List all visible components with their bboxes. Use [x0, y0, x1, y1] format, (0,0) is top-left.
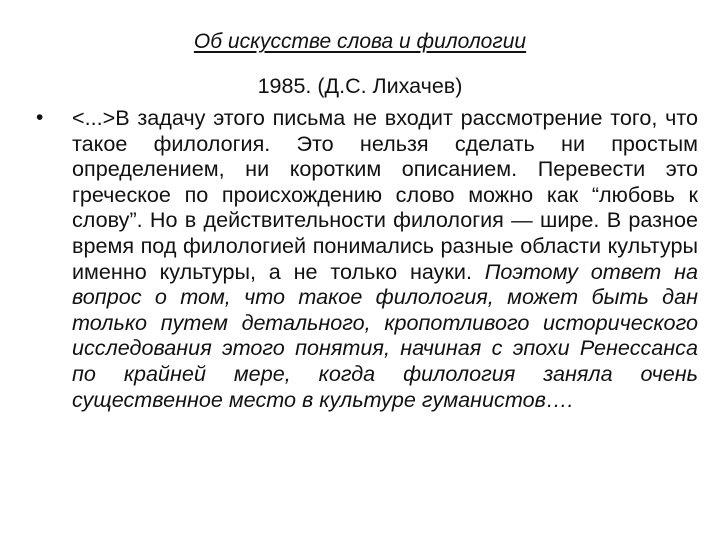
- bullet-text: [72, 105, 698, 412]
- slide-subtitle: 1985. (Д.С. Лихачев): [257, 74, 463, 98]
- bullet-marker: •: [36, 106, 44, 129]
- bullet-text-regular: <...>В задачу этого письма не входит рассмотрение того, что такое филология. Это нельзя сделать ни простым определением, ни коротким описанием. Перевести это греческое по происхождению слово можно как “любовь к слову”. Но в действительности филология — шире. В разное время под филологией понимались разные области культуры именно культуры, а не только науки.: [72, 105, 698, 284]
- slide-title: Об искусстве слова и филологии: [193, 30, 527, 53]
- bullet-text-italic: Поэтому ответ на вопрос о том, что такое филология, может быть дан только путем детального, кропотливого исторического исследования этого понятия, начиная с эпохи Ренессанса по крайней мере, когда филология заняла очень существенное место в культуре гуманистов….: [72, 258, 699, 412]
